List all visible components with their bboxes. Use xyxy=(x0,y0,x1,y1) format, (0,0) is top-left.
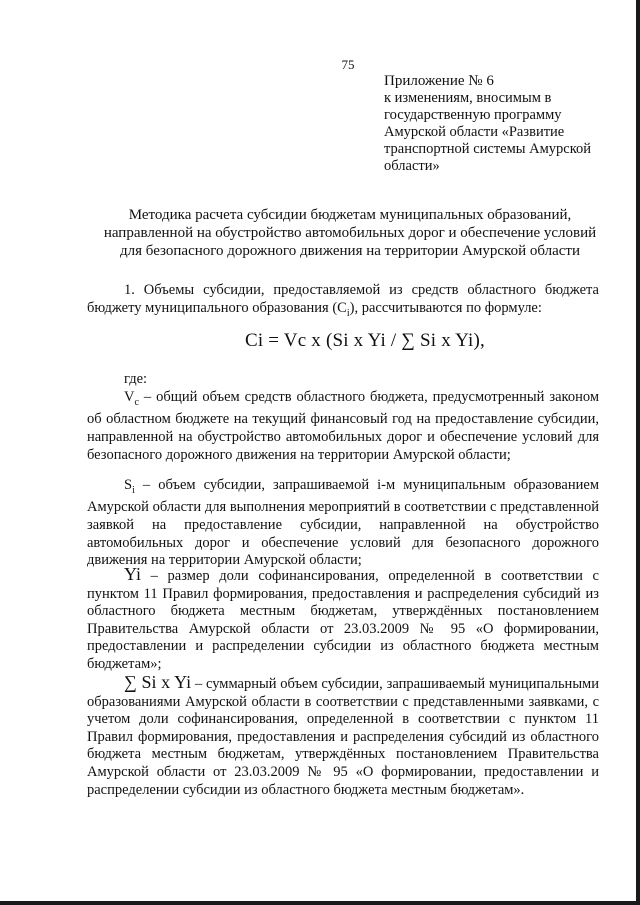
title-line-2: направленной на обустройство автомобильных дорог и обеспечение условий xyxy=(103,225,597,241)
yi-symbol: Yi xyxy=(124,564,142,584)
yi-text: – размер доли софинансирования, определенной в соответствии с пунктом 11 Правил формирования, предоставления и распределения субсидий из областного бюджета местным бюджетам, утверждённых постановлением Правительства Амурской области от 23.03.2009 № 95 «О формировании, предоставлении и распределении субсидии из областного бюджета местным бюджетам»; xyxy=(87,568,599,672)
vc-symbol: V xyxy=(124,389,135,405)
paragraph-1-text: 1. Объемы субсидии, предоставляемой из средств областного бюджета бюджету муниципального образования (С xyxy=(87,282,599,316)
annex-line-6: области» xyxy=(384,158,440,174)
document-title xyxy=(100,206,600,260)
paragraph-1-tail: ), рассчитываются по формуле: xyxy=(349,299,542,316)
sum-symbol: ∑ Si x Yi xyxy=(124,672,192,692)
title-line-3: для безопасного дорожного движения на территории Амурской области xyxy=(120,243,580,259)
si-text: – объем субсидии, запрашиваемой i-м муниципальным образованием Амурской области для выполнения мероприятий в соответствии с представленной заявкой на предоставление субсидии, направленной на обустройство автомобильных дорог и обеспечение условий для безопасного дорожного движения на территории Амурской области; xyxy=(87,477,599,569)
definition-si xyxy=(87,477,599,570)
title-line-1: Методика расчета субсидии бюджетам муниципальных образований, xyxy=(128,207,572,223)
definition-sum xyxy=(87,674,599,799)
page-number: 75 xyxy=(341,57,355,72)
annex-block xyxy=(384,73,614,175)
annex-line-3: государственную программу xyxy=(384,107,562,123)
paragraph-1 xyxy=(87,282,599,322)
vc-subscript: c xyxy=(134,396,139,408)
annex-line-4: Амурской области «Развитие xyxy=(384,124,565,140)
annex-line-1: Приложение № 6 xyxy=(384,73,494,89)
si-symbol: S xyxy=(124,477,133,493)
vc-text: – общий объем средств областного бюджета, предусмотренный законом об областном бюджете на текущий финансовый год на предоставление субсидии, направленной на обустройство автомобильных дорог и обеспечение условий для безопасного дорожного движения на территории Амурской области; xyxy=(87,389,599,463)
paragraph-1-subscript: i xyxy=(346,307,350,319)
formula: Ci = Vc x (Si x Yi / ∑ Si x Yi), xyxy=(244,330,486,351)
where-label: где: xyxy=(124,371,148,387)
annex-line-2: к изменениям, вносимым в xyxy=(384,90,552,106)
sum-text: – суммарный объем субсидии, запрашиваемый муниципальными образованиями Амурской области в соответствии с представленными заявками, с учетом доли софинансирования, определенной в соответствии с пунктом 11 Правил формирования, предоставления и распределения субсидий из областного бюджета местным бюджетам, утверждённых постановлением Правительства Амурской области от 23.03.2009 № 95 «О формировании, предоставлении и распределении субсидии из областного бюджета местным бюджетам». xyxy=(87,676,599,798)
annex-line-5: транспортной системы Амурской xyxy=(384,141,592,157)
definition-yi xyxy=(87,566,599,674)
si-subscript: i xyxy=(132,484,135,496)
definition-vc xyxy=(87,389,599,464)
